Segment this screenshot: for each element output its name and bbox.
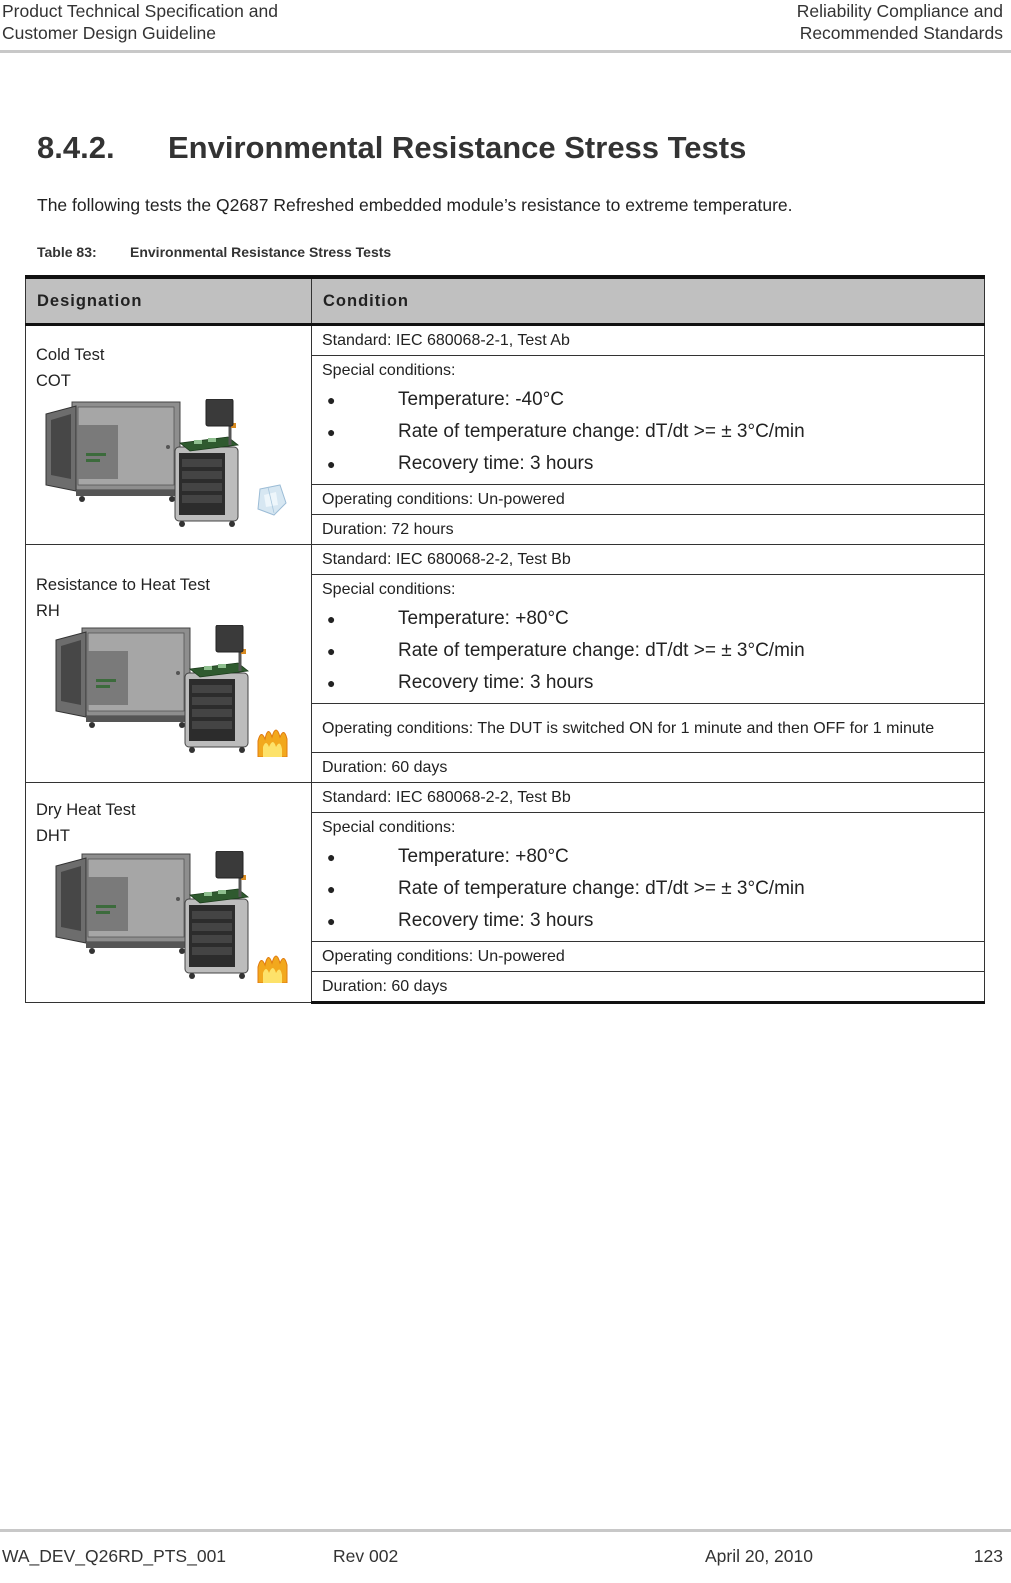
bullet-text: Recovery time: 3 hours bbox=[398, 910, 594, 931]
operating-conditions-cell: Operating conditions: Un-powered bbox=[312, 485, 985, 515]
condition-list bbox=[322, 384, 974, 480]
duration-cell: Duration: 72 hours bbox=[312, 515, 985, 545]
footer-revision: Rev 002 bbox=[333, 1546, 399, 1566]
table-row bbox=[26, 545, 985, 575]
table-caption-title: Environmental Resistance Stress Tests bbox=[130, 244, 392, 260]
operating-conditions-cell: Operating conditions: The DUT is switched ON for 1 minute and then OFF for 1 minute bbox=[312, 704, 985, 753]
special-conditions-label: Special conditions: bbox=[322, 581, 456, 598]
bullet-text: Rate of temperature change: dT/dt >= ± 3°C/min bbox=[398, 640, 805, 661]
flame-icon bbox=[258, 956, 287, 983]
bullet-text: Rate of temperature change: dT/dt >= ± 3°C/min bbox=[398, 878, 805, 899]
section-title: Environmental Resistance Stress Tests bbox=[168, 130, 747, 165]
heat-chamber-illustration bbox=[52, 625, 302, 757]
operating-conditions-cell: Operating conditions: Un-powered bbox=[312, 942, 985, 972]
condition-list bbox=[322, 841, 974, 937]
bullet-text: Temperature: +80°C bbox=[398, 608, 569, 629]
list-item: ● Recovery time: 3 hours bbox=[326, 667, 974, 699]
section-heading bbox=[37, 130, 746, 166]
bullet-text: Temperature: -40°C bbox=[398, 389, 564, 410]
designation-cell-dry-heat bbox=[26, 783, 312, 1003]
footer-divider bbox=[0, 1529, 1011, 1532]
list-item: ● Temperature: +80°C bbox=[326, 841, 974, 873]
list-item: ● Recovery time: 3 hours bbox=[326, 448, 974, 480]
table-row bbox=[26, 325, 985, 356]
table-caption-number: Table 83: bbox=[37, 244, 97, 260]
special-conditions-cell bbox=[312, 575, 985, 704]
ice-icon bbox=[258, 485, 286, 515]
footer-date: April 20, 2010 bbox=[705, 1546, 813, 1566]
designation-cell-cold bbox=[26, 325, 312, 545]
cold-chamber-illustration bbox=[42, 399, 292, 531]
bullet-text: Temperature: +80°C bbox=[398, 846, 569, 867]
condition-list bbox=[322, 603, 974, 699]
header-right bbox=[797, 0, 1003, 44]
test-name: Resistance to Heat Test bbox=[36, 576, 210, 594]
header-condition: Condition bbox=[312, 277, 985, 325]
bullet-text: Recovery time: 3 hours bbox=[398, 453, 594, 474]
flame-icon bbox=[258, 730, 287, 757]
section-number: 8.4.2. bbox=[37, 130, 115, 165]
list-item: ● Temperature: -40°C bbox=[326, 384, 974, 416]
designation-cell-heat bbox=[26, 545, 312, 783]
test-code: DHT bbox=[36, 827, 70, 845]
header-left-line1: Product Technical Specification and bbox=[2, 1, 278, 21]
header-left bbox=[2, 0, 278, 44]
header-right-line2: Recommended Standards bbox=[799, 23, 1003, 43]
bullet-text: Rate of temperature change: dT/dt >= ± 3°C/min bbox=[398, 421, 805, 442]
table-row bbox=[26, 783, 985, 813]
table-caption bbox=[37, 244, 391, 260]
stress-test-table bbox=[25, 275, 985, 1004]
table-header-row bbox=[26, 277, 985, 325]
standard-cell: Standard: IEC 680068-2-1, Test Ab bbox=[312, 325, 985, 356]
list-item: ● Temperature: +80°C bbox=[326, 603, 974, 635]
intro-paragraph: The following tests the Q2687 Refreshed embedded module’s resistance to extreme temperature. bbox=[37, 195, 793, 215]
special-conditions-cell bbox=[312, 813, 985, 942]
list-item: ● Recovery time: 3 hours bbox=[326, 905, 974, 937]
test-code: COT bbox=[36, 372, 71, 390]
bullet-text: Recovery time: 3 hours bbox=[398, 672, 594, 693]
test-name: Dry Heat Test bbox=[36, 801, 136, 819]
test-name: Cold Test bbox=[36, 346, 105, 364]
header-divider bbox=[0, 50, 1011, 53]
special-conditions-label: Special conditions: bbox=[322, 362, 456, 379]
footer-doc-id: WA_DEV_Q26RD_PTS_001 bbox=[2, 1546, 227, 1566]
header-left-line2: Customer Design Guideline bbox=[2, 23, 216, 43]
test-code: RH bbox=[36, 602, 60, 620]
list-item: ● Rate of temperature change: dT/dt >= ± 3°C/min bbox=[326, 873, 974, 905]
header-right-line1: Reliability Compliance and bbox=[796, 1, 1003, 21]
header-designation: Designation bbox=[26, 277, 312, 325]
duration-cell: Duration: 60 days bbox=[312, 972, 985, 1003]
heat-chamber-illustration bbox=[52, 851, 302, 983]
standard-cell: Standard: IEC 680068-2-2, Test Bb bbox=[312, 545, 985, 575]
special-conditions-label: Special conditions: bbox=[322, 819, 456, 836]
duration-cell: Duration: 60 days bbox=[312, 753, 985, 783]
list-item: ● Rate of temperature change: dT/dt >= ± 3°C/min bbox=[326, 635, 974, 667]
standard-cell: Standard: IEC 680068-2-2, Test Bb bbox=[312, 783, 985, 813]
list-item: ● Rate of temperature change: dT/dt >= ± 3°C/min bbox=[326, 416, 974, 448]
special-conditions-cell bbox=[312, 356, 985, 485]
footer-page-number: 123 bbox=[973, 1546, 1003, 1566]
